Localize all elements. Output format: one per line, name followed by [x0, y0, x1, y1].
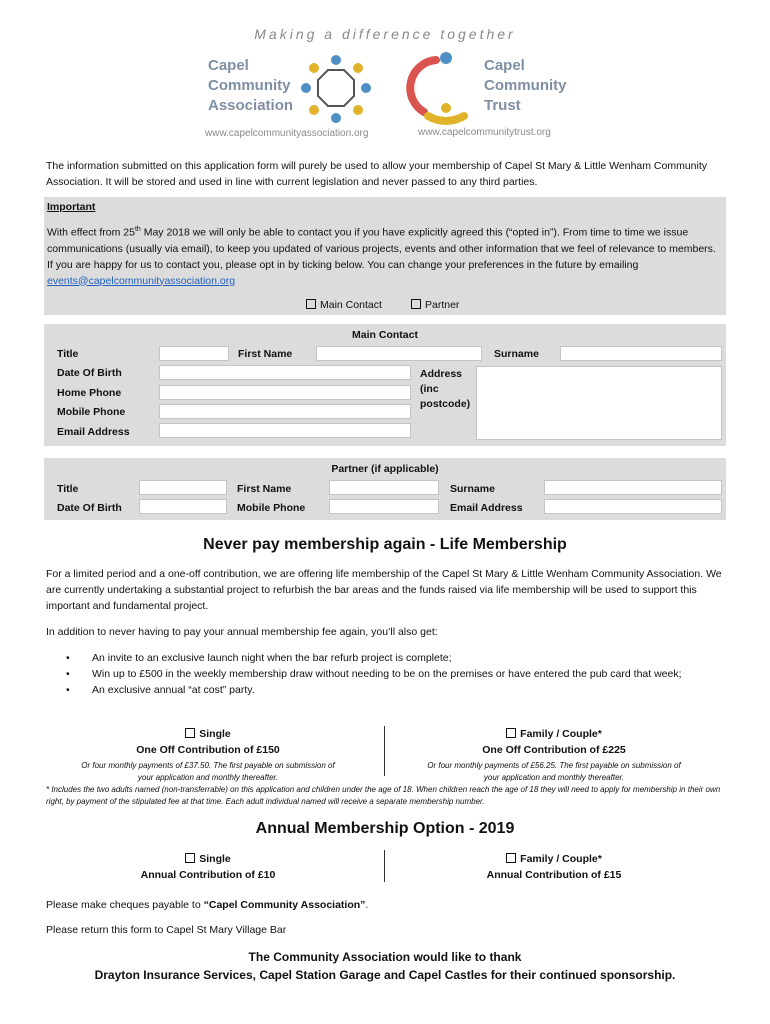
checkbox-icon[interactable]	[506, 853, 516, 863]
annual-family-option[interactable]	[392, 851, 716, 883]
trust-name-line: Trust	[484, 97, 521, 114]
important-heading: Important	[47, 201, 96, 213]
mc-email-input[interactable]	[159, 423, 411, 438]
assoc-name-line: Capel	[208, 57, 249, 74]
assoc-name-line: Community	[208, 77, 291, 94]
p-email-input[interactable]	[544, 499, 722, 514]
p-title-input[interactable]	[139, 480, 227, 495]
checkbox-icon[interactable]	[185, 853, 195, 863]
life-family-option[interactable]	[392, 726, 716, 784]
assoc-name-line: Association	[208, 97, 294, 114]
mc-home-phone-input[interactable]	[159, 385, 411, 400]
opt-in-partner[interactable]	[411, 297, 459, 313]
p-mobile-phone-input[interactable]	[329, 499, 439, 514]
mc-title-label: Title	[57, 348, 79, 360]
intro-text: The information submitted on this application form will purely be used to allow your membership of Capel St Mary & Little Wenham Community Association. It will be stored and used in line with current legislation and never passed to any third parties.	[46, 160, 708, 188]
mc-title-input[interactable]	[159, 346, 229, 361]
checkbox-icon[interactable]	[506, 728, 516, 738]
p-surname-label: Surname	[450, 483, 495, 495]
important-text-b: May 2018 we will only be able to contact you if you have explicitly agreed this (“opted in”). From time to time we issue communications (usually via email), to keep you updated of various projects, events and other information that we feel of relevance to members. If you are happy for us to contact you, please opt in by ticking below. You can change your preferences in the future by emailing	[47, 226, 716, 271]
mc-mobile-phone-label: Mobile Phone	[57, 406, 126, 418]
benefits-list	[46, 650, 716, 698]
tagline: Making a difference together	[254, 26, 516, 42]
list-item: • Win up to £500 in the weekly membership draw without needing to be on the premises or have entered the pub card that week;	[46, 666, 716, 682]
mc-home-phone-label: Home Phone	[57, 387, 122, 399]
assoc-url[interactable]: www.capelcommunityassociation.org	[205, 128, 369, 139]
life-single-price: One Off Contribution of £150	[136, 744, 280, 756]
life-membership-heading: Never pay membership again - Life Membership	[203, 536, 567, 553]
life-para-2: In addition to never having to pay your annual membership fee again, you’ll also get:	[46, 626, 438, 638]
trust-logo-icon	[406, 50, 482, 126]
checkbox-icon[interactable]	[306, 299, 316, 309]
opt-in-main-label: Main Contact	[320, 299, 382, 311]
partner-panel	[44, 458, 726, 520]
cheque-payee: “Capel Community Association”	[203, 899, 366, 911]
mc-email-label: Email Address	[57, 426, 130, 438]
trust-url[interactable]: www.capelcommunitytrust.org	[418, 127, 551, 138]
partner-heading: Partner (if applicable)	[331, 463, 439, 475]
mc-mobile-phone-input[interactable]	[159, 404, 411, 419]
main-contact-panel	[44, 324, 726, 446]
life-family-label: Family / Couple*	[520, 728, 602, 740]
p-first-name-label: First Name	[237, 483, 292, 495]
life-family-price: One Off Contribution of £225	[482, 744, 626, 756]
annual-single-label: Single	[199, 853, 231, 865]
p-first-name-input[interactable]	[329, 480, 439, 495]
life-para-1: For a limited period and a one-off contribution, we are offering life membership of the Capel St Mary & Little Wenham Community Association. We are currently undertaking a substantial project to refurbish the bar areas and the funds raised via life membership will be used to support this important and fundamental project.	[46, 568, 722, 612]
list-item: • An exclusive annual “at cost” party.	[46, 682, 716, 698]
divider	[384, 850, 385, 882]
cheque-instructions	[46, 897, 368, 913]
important-text	[47, 222, 719, 289]
p-dob-input[interactable]	[139, 499, 227, 514]
p-surname-input[interactable]	[544, 480, 722, 495]
sponsor-thanks	[0, 948, 770, 984]
mc-first-name-label: First Name	[238, 348, 293, 360]
events-email-link[interactable]: events@capelcommunityassociation.org	[47, 274, 236, 287]
mc-address-input[interactable]	[476, 366, 722, 440]
assoc-name	[208, 56, 293, 116]
cheque-text-c: .	[365, 899, 369, 911]
p-title-label: Title	[57, 483, 79, 495]
life-single-option[interactable]	[46, 726, 370, 784]
sponsor-thanks-line-2: Drayton Insurance Services, Capel Station Garage and Capel Castles for their continued sponsorship.	[94, 968, 676, 982]
mc-first-name-input[interactable]	[316, 346, 482, 361]
mc-surname-input[interactable]	[560, 346, 722, 361]
annual-family-label: Family / Couple*	[520, 853, 602, 865]
p-dob-label: Date Of Birth	[57, 502, 122, 514]
p-email-label: Email Address	[450, 502, 523, 514]
checkbox-icon[interactable]	[411, 299, 421, 309]
mc-dob-label: Date Of Birth	[57, 367, 122, 379]
life-single-note: Or four monthly payments of £37.50. The first payable on submission of your application and monthly thereafter.	[81, 761, 335, 782]
divider	[384, 726, 385, 776]
annual-family-price: Annual Contribution of £15	[486, 869, 622, 881]
life-single-label: Single	[199, 728, 231, 740]
important-panel	[44, 197, 726, 315]
trust-name-line: Community	[484, 77, 567, 94]
opt-in-partner-label: Partner	[425, 299, 460, 311]
cheque-text-a: Please make cheques payable to	[46, 899, 204, 911]
main-contact-heading: Main Contact	[352, 329, 418, 341]
annual-membership-heading: Annual Membership Option - 2019	[255, 820, 515, 837]
life-family-note: Or four monthly payments of £56.25. The first payable on submission of your application and monthly thereafter.	[427, 761, 681, 782]
mc-address-label: Address (inc postcode)	[420, 368, 471, 410]
checkbox-icon[interactable]	[185, 728, 195, 738]
list-item: • An invite to an exclusive launch night when the bar refurb project is complete;	[46, 650, 716, 666]
trust-name	[484, 56, 567, 116]
trust-name-line: Capel	[484, 57, 525, 74]
important-text-a: With effect from 25	[47, 226, 135, 239]
return-instructions: Please return this form to Capel St Mary Village Bar	[46, 924, 287, 936]
family-footnote: * Includes the two adults named (non-transferrable) on this application and children under the age of 18. When children reach the age of 18 they will need to apply for membership in their own right, by payment of the stipulated fee at that time. Each adult individual named will receive a separate membership number.	[46, 785, 721, 806]
sponsor-thanks-line-1: The Community Association would like to thank	[248, 950, 522, 964]
annual-single-option[interactable]	[46, 851, 370, 883]
opt-in-main-contact[interactable]	[306, 297, 382, 313]
mc-surname-label: Surname	[494, 348, 539, 360]
mc-dob-input[interactable]	[159, 365, 411, 380]
p-mobile-phone-label: Mobile Phone	[237, 502, 306, 514]
association-logo-icon	[296, 52, 376, 128]
annual-single-price: Annual Contribution of £10	[140, 869, 276, 881]
important-text-sup: th	[134, 226, 141, 233]
